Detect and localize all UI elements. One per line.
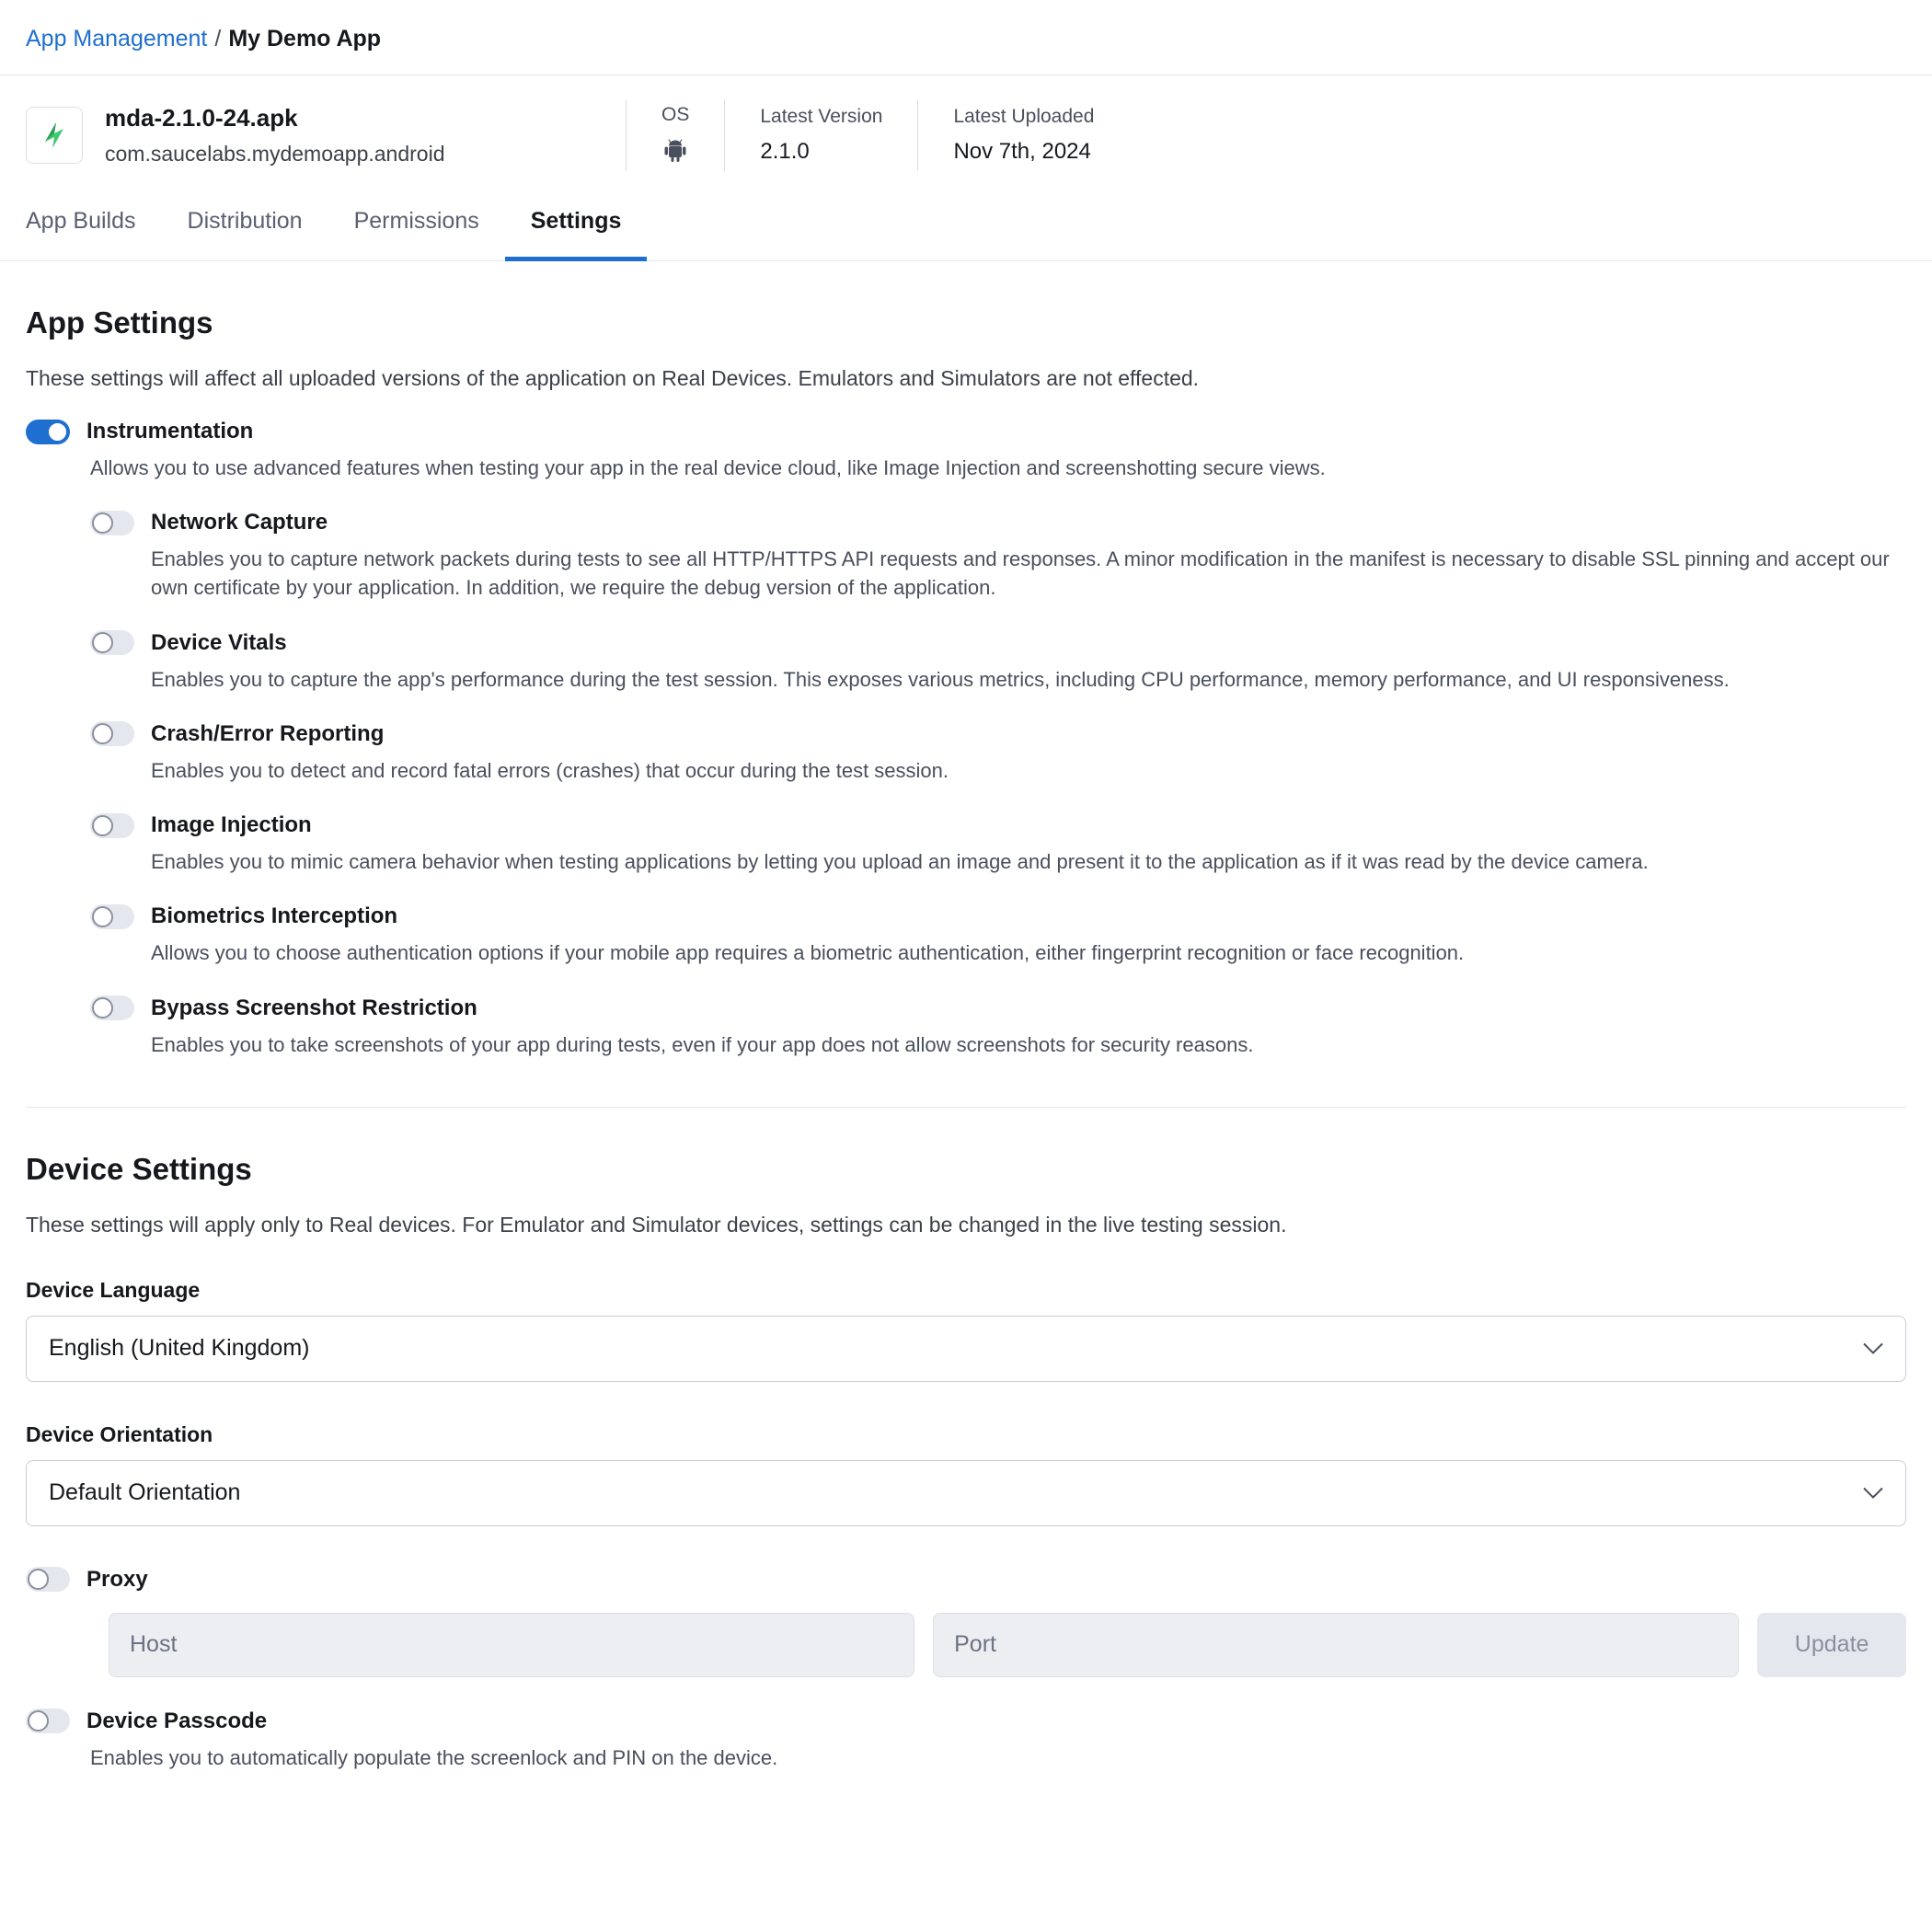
network-capture-row [90,510,1906,535]
proxy-label: Proxy [86,1566,148,1592]
crash-error-reporting-description: Enables you to detect and record fatal errors (crashes) that occur during the test session. [151,758,949,782]
bypass-screenshot-restriction-row [90,995,1906,1021]
bypass-screenshot-restriction-toggle[interactable] [90,995,134,1020]
app-settings-description: These settings will affect all uploaded versions of the application on Real Devices. Emulators and Simulators are not effected. [26,366,1200,390]
image-injection-label: Image Injection [151,812,312,838]
proxy-inputs [109,1613,1906,1677]
proxy-port-input[interactable] [933,1613,1739,1677]
os-label: OS [661,104,690,125]
breadcrumb-separator: / [214,26,222,52]
device-vitals-description: Enables you to capture the app's performance during the test session. This exposes various metrics, including CPU performance, memory performance, and UI responsiveness. [151,667,1730,691]
network-capture-toggle[interactable] [90,511,134,535]
proxy-host-input[interactable] [109,1613,914,1677]
proxy-update-button[interactable]: Update [1757,1613,1906,1677]
app-identity [83,104,626,167]
bypass-screenshot-restriction-description: Enables you to take screenshots of your app during tests, even if your app does not allow screenshots for security reasons. [151,1032,1254,1056]
device-vitals-row [90,630,1906,656]
proxy-row [26,1567,1906,1593]
biometrics-interception-row [90,903,1906,929]
device-language-select[interactable] [26,1316,1906,1382]
latest-version-column [724,99,917,171]
app-settings-title: App Settings [26,305,213,339]
setting-bypass-screenshot-restriction [90,995,1906,1059]
os-column [626,99,724,171]
proxy-toggle[interactable] [26,1567,70,1592]
latest-uploaded-column [917,99,1129,171]
android-icon [663,137,687,167]
breadcrumb-link-app-management[interactable]: App Management [26,26,208,52]
crash-error-reporting-row [90,721,1906,747]
setting-crash-error-reporting [90,721,1906,785]
tab-bar [0,195,1932,261]
breadcrumb-current-app: My Demo App [228,26,382,52]
tab-permissions[interactable]: Permissions [353,208,479,234]
device-passcode-row [26,1709,1906,1734]
tab-distribution[interactable]: Distribution [187,208,303,234]
device-language-label: Device Language [26,1277,201,1302]
image-injection-toggle[interactable] [90,813,134,838]
app-header [0,75,1932,195]
section-divider [26,1107,1906,1108]
bypass-screenshot-restriction-label: Bypass Screenshot Restriction [151,995,477,1020]
breadcrumb [0,0,1932,75]
biometrics-interception-toggle[interactable] [90,904,134,929]
device-orientation-value: Default Orientation [49,1479,241,1506]
app-package-name: com.saucelabs.mydemoapp.android [105,142,445,166]
chevron-down-icon [1863,1479,1883,1506]
sauce-labs-app-icon [26,107,83,164]
latest-uploaded-value: Nov 7th, 2024 [953,139,1091,164]
device-settings-title: Device Settings [26,1151,252,1186]
latest-version-label: Latest Version [760,106,883,127]
crash-error-reporting-toggle[interactable] [90,721,134,746]
image-injection-description: Enables you to mimic camera behavior when testing applications by letting you upload an image and present it to the application as if it was read by the device camera. [151,850,1649,874]
instrumentation-row [26,419,1906,444]
device-orientation-select[interactable] [26,1460,1906,1526]
device-passcode-description: Enables you to automatically populate the screenlock and PIN on the device. [90,1745,778,1769]
device-vitals-label: Device Vitals [151,629,287,655]
latest-uploaded-label: Latest Uploaded [953,106,1095,127]
setting-device-vitals [90,630,1906,694]
instrumentation-label: Instrumentation [86,419,254,443]
settings-content [0,305,1932,1809]
device-orientation-label: Device Orientation [26,1421,213,1446]
instrumentation-description: Allows you to use advanced features when testing your app in the real device cloud, like Image Injection and screenshotting secure views. [90,456,1326,479]
image-injection-row [90,812,1906,838]
device-language-value: English (United Kingdom) [49,1335,310,1362]
app-file-name: mda-2.1.0-24.apk [105,104,298,132]
tab-settings[interactable]: Settings [505,195,648,261]
device-passcode-label: Device Passcode [86,1708,268,1733]
instrumentation-toggle[interactable] [26,420,70,444]
device-passcode-toggle[interactable] [26,1709,70,1733]
setting-network-capture [90,510,1906,602]
device-vitals-toggle[interactable] [90,630,134,655]
chevron-down-icon [1863,1335,1883,1362]
biometrics-interception-description: Allows you to choose authentication options if your mobile app requires a biometric authentication, either fingerprint recognition or face recognition. [151,941,1465,965]
crash-error-reporting-label: Crash/Error Reporting [151,720,385,746]
biometrics-interception-label: Biometrics Interception [151,903,398,929]
network-capture-label: Network Capture [151,510,328,535]
network-capture-description: Enables you to capture network packets during tests to see all HTTP/HTTPS API requests and responses. A minor modification in the manifest is necessary to disable SSL pinning and accept our own certificate by your application. In addition, we require the debug version of the application. [151,547,1890,600]
setting-image-injection [90,812,1906,876]
setting-biometrics-interception [90,903,1906,967]
device-settings-description: These settings will apply only to Real devices. For Emulator and Simulator devices, settings can be changed in the live testing session. [26,1212,1287,1237]
tab-app-builds[interactable]: App Builds [26,208,136,234]
latest-version-value: 2.1.0 [760,139,810,164]
